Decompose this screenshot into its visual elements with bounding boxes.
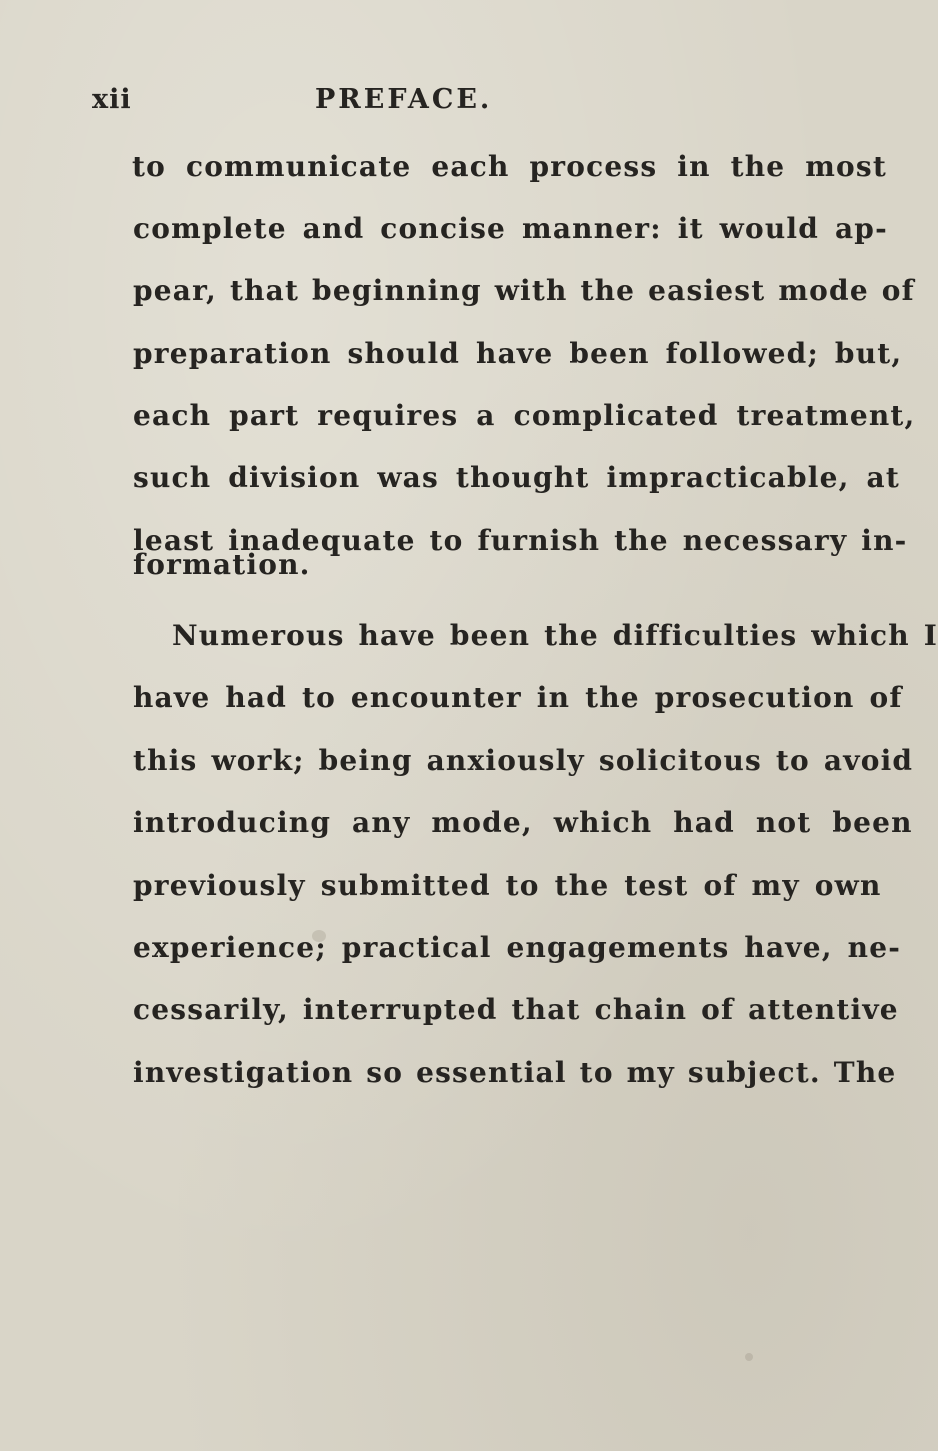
text-line: each part requires a complicated treatment,: [133, 399, 916, 432]
text-line: such division was thought impracticable, at: [133, 461, 901, 494]
text-line: Numerous have been the difficulties which I: [172, 619, 938, 652]
page-number: xii: [92, 84, 132, 115]
text-line: previously submitted to the test of my own: [133, 869, 882, 902]
text-line: complete and concise manner: it would ap-: [133, 212, 888, 245]
text-line: cessarily, interrupted that chain of attentive: [133, 993, 899, 1026]
text-line: experience; practical engagements have, ne-: [133, 931, 902, 964]
paper-stain: [745, 1353, 753, 1361]
text-line: introducing any mode, which had not been: [133, 806, 913, 839]
text-line: investigation so essential to my subject. The: [133, 1056, 897, 1089]
text-line: to communicate each process in the most: [132, 150, 888, 183]
text-line: formation.: [133, 548, 311, 581]
text-line: least inadequate to furnish the necessary in-: [133, 524, 908, 557]
running-title: PREFACE.: [315, 84, 493, 115]
paper-stain: [312, 930, 326, 942]
text-line: preparation should have been followed; but,: [133, 337, 903, 370]
text-line: this work; being anxiously solicitous to avoid: [133, 744, 914, 777]
text-line: have had to encounter in the prosecution of: [133, 681, 903, 714]
text-line: pear, that beginning with the easiest mode of: [133, 274, 915, 307]
page-header: [92, 84, 692, 124]
